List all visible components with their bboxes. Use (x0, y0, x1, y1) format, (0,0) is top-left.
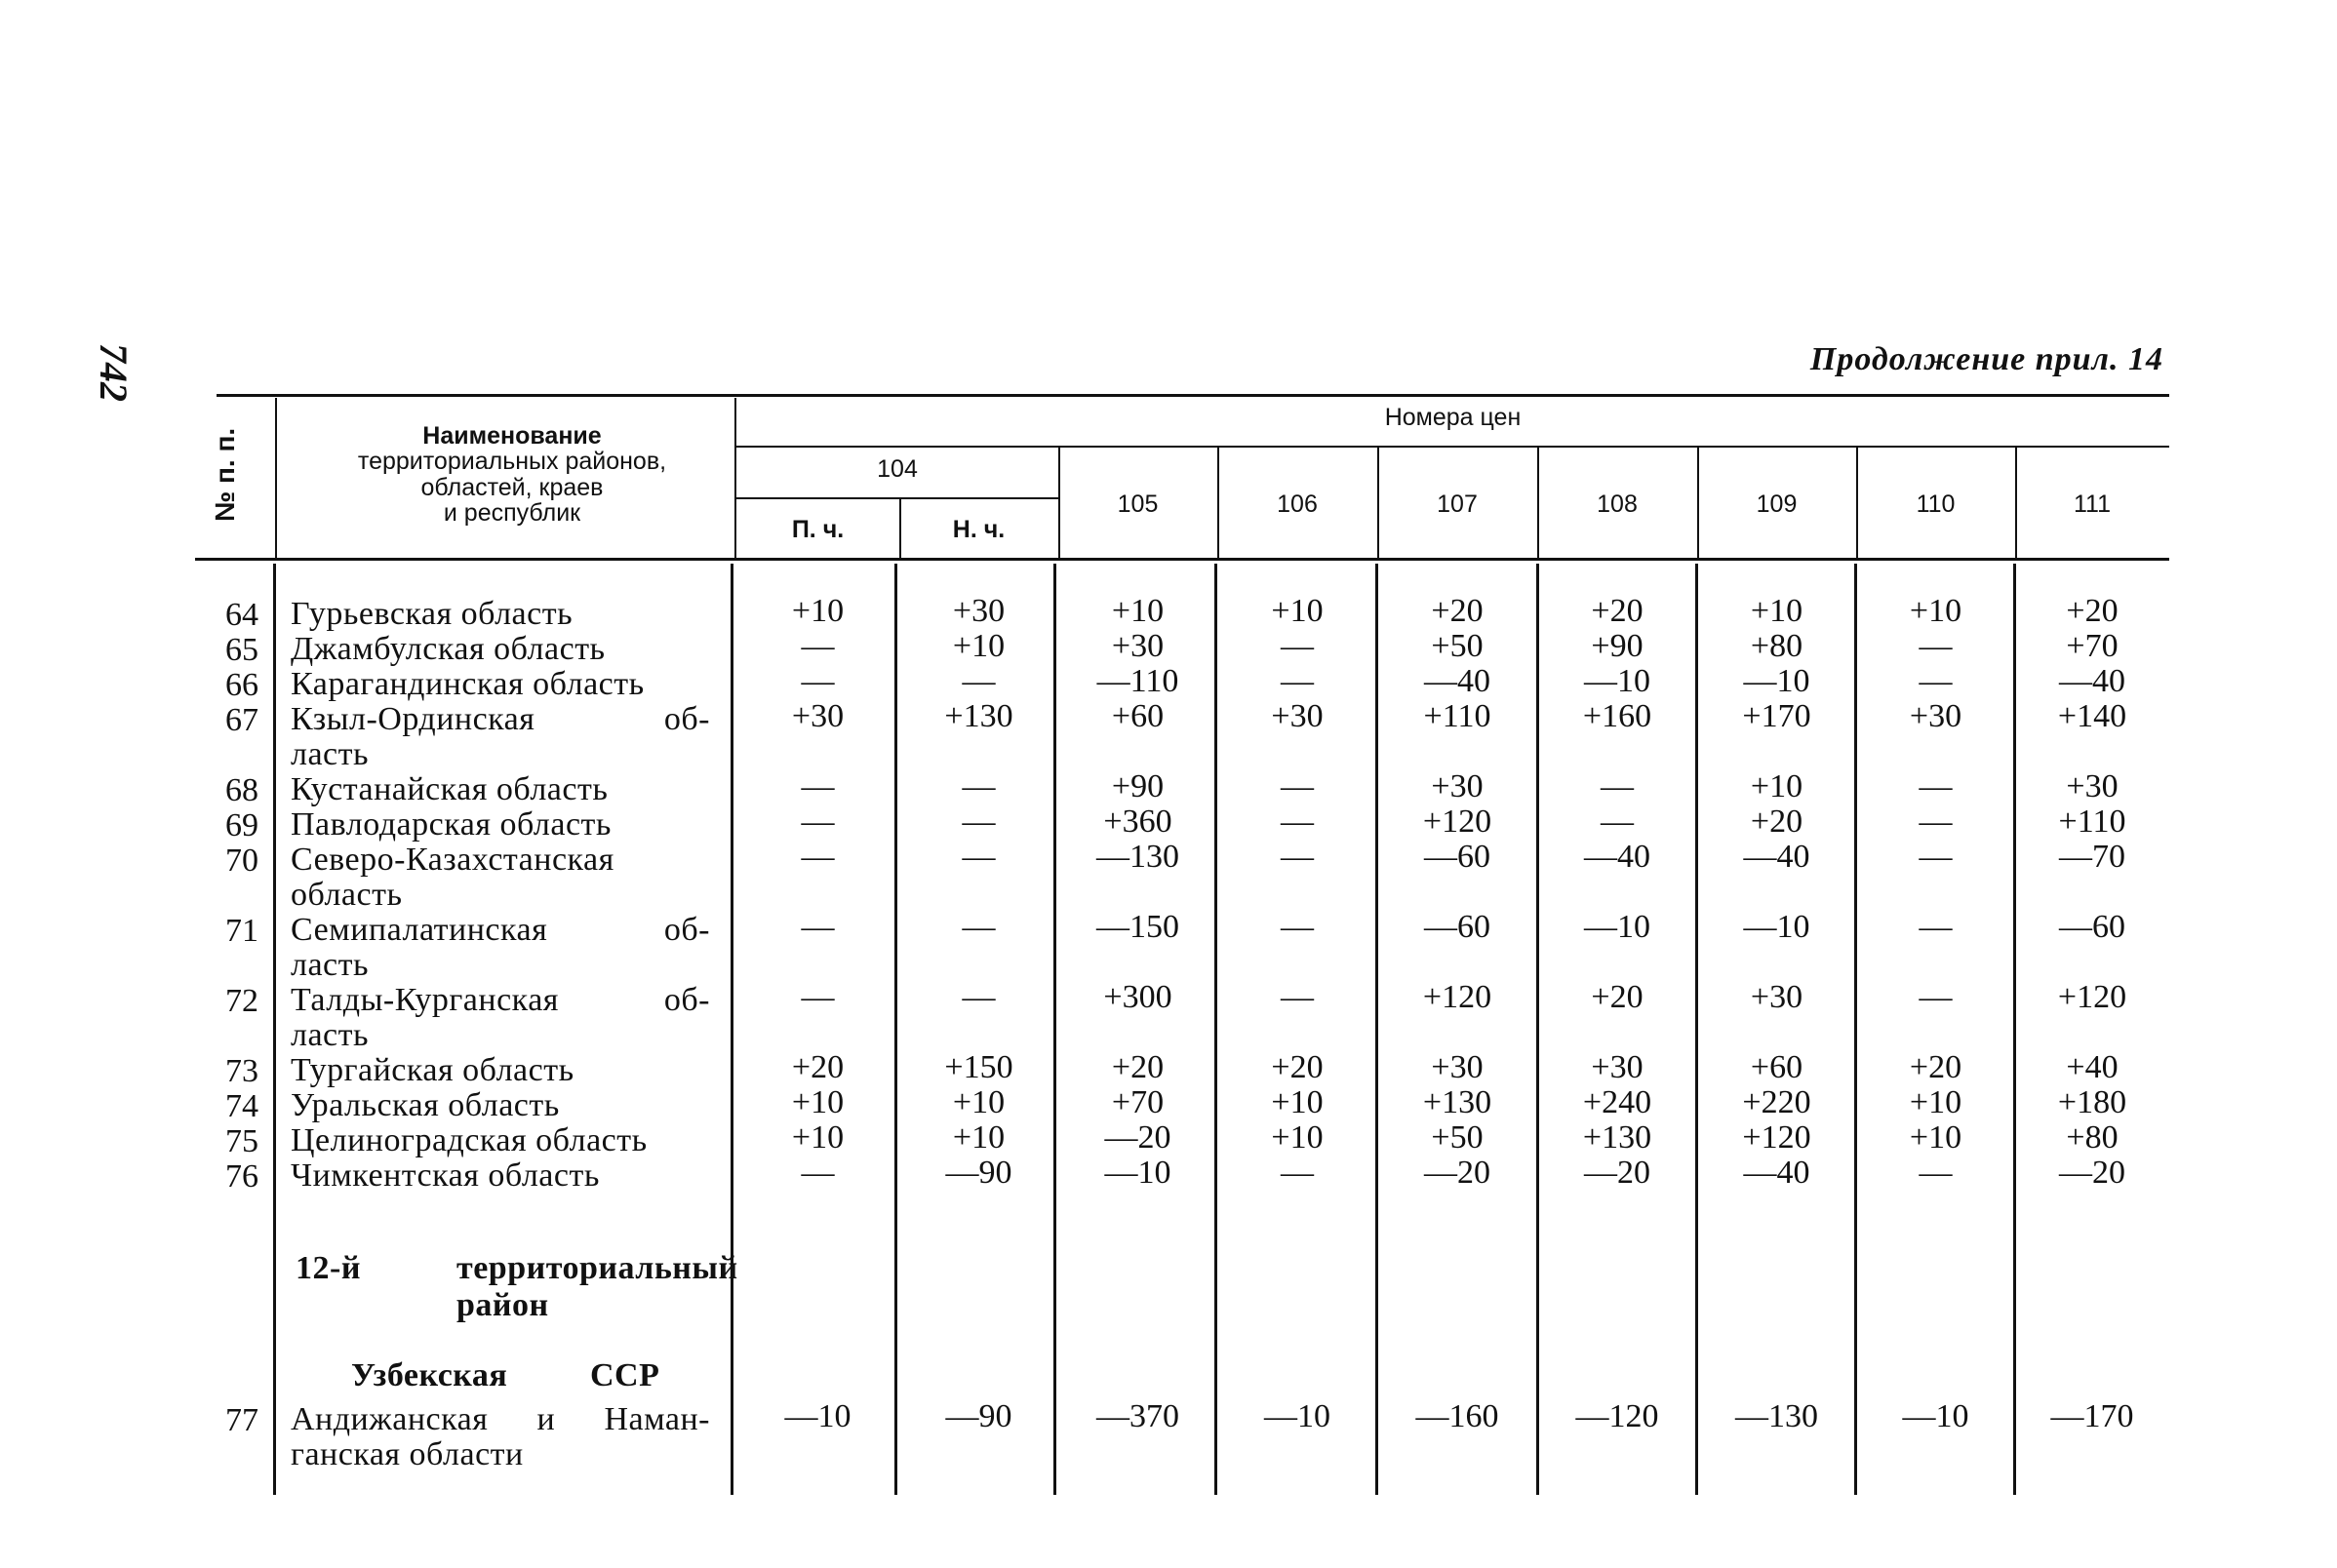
table-cell: +30 (1909, 698, 1962, 734)
row-name: ласть (291, 947, 370, 983)
table-cell: +20 (1909, 1049, 1962, 1085)
table-cell: +20 (1111, 1049, 1165, 1085)
table-cell: — (1601, 768, 1634, 804)
table-cell: — (1281, 1155, 1314, 1191)
table-cell: —60 (1424, 909, 1490, 945)
table-cell: +20 (2066, 593, 2119, 629)
table-cell: +20 (791, 1049, 845, 1085)
row-name: Андижанская и Наман- (291, 1401, 710, 1437)
header-num-col: № п. п. (210, 427, 240, 522)
table-cell: +10 (791, 1119, 845, 1156)
table-cell: — (1281, 804, 1314, 840)
table-cell: +60 (1111, 698, 1165, 734)
table-cell: +120 (1422, 804, 1492, 840)
continuation-caption: Продолжение прил. 14 (1809, 341, 2163, 377)
table-cell: —10 (1264, 1398, 1330, 1434)
table-cell: — (1919, 628, 1953, 664)
table-cell: +130 (1582, 1119, 1652, 1156)
row-number: 74 (225, 1088, 258, 1124)
row-name: Павлодарская область (291, 806, 612, 843)
row-number: 66 (225, 667, 258, 703)
table-cell: +130 (944, 698, 1013, 734)
row-name: Чимкентская область (291, 1157, 600, 1194)
table-cell: —10 (1743, 663, 1810, 699)
table-cell: — (962, 839, 996, 875)
table-cell: +40 (2066, 1049, 2119, 1085)
table-cell: — (801, 663, 835, 699)
table-cell: +10 (1750, 593, 1803, 629)
table-cell: — (1281, 663, 1314, 699)
table-cell: +10 (791, 1084, 845, 1120)
row-number: 72 (225, 983, 258, 1019)
table-cell: —40 (1743, 1155, 1810, 1191)
table-cell: +120 (1422, 979, 1492, 1015)
table-cell: — (962, 663, 996, 699)
table-cell: +10 (952, 1084, 1006, 1120)
row-number: 67 (225, 702, 258, 738)
table-cell: — (1919, 768, 1953, 804)
table-cell: +70 (2066, 628, 2119, 664)
table-cell: — (1601, 804, 1634, 840)
table-cell: +30 (1431, 1049, 1484, 1085)
row-name: Северо-Казахстанская (291, 842, 614, 878)
table-cell: +20 (1431, 593, 1484, 629)
table-cell: —40 (2059, 663, 2125, 699)
table-cell: +30 (952, 593, 1006, 629)
row-number: 73 (225, 1053, 258, 1089)
table-cell: +10 (1111, 593, 1165, 629)
row-number: 75 (225, 1123, 258, 1159)
col-104-rule (736, 497, 1058, 499)
table-cell: — (1281, 909, 1314, 945)
table-cell: — (1919, 979, 1953, 1015)
price-group-rule (736, 446, 2169, 448)
table-cell: —60 (2059, 909, 2125, 945)
table-cell: +10 (952, 1119, 1006, 1156)
table-cell: +220 (1742, 1084, 1811, 1120)
section-title-b: территориальный (456, 1250, 738, 1286)
table-cell: +10 (1750, 768, 1803, 804)
table-cell: +10 (1271, 1119, 1324, 1156)
table-cell: +60 (1750, 1049, 1803, 1085)
row-number: 68 (225, 772, 258, 808)
table-cell: +20 (1750, 804, 1803, 840)
table-cell: — (1281, 979, 1314, 1015)
table-cell: —130 (1735, 1398, 1818, 1434)
table-cell: —110 (1096, 663, 1179, 699)
header-col-111: 111 (2073, 490, 2111, 518)
table-cell: +80 (2066, 1119, 2119, 1156)
table-cell: —10 (1584, 663, 1650, 699)
row-number: 65 (225, 632, 258, 668)
table-cell: +130 (1422, 1084, 1492, 1120)
header-price-group: Номера цен (1384, 404, 1522, 431)
header-col-107: 107 (1437, 490, 1478, 518)
table-cell: — (1919, 804, 1953, 840)
table-cell: +30 (2066, 768, 2119, 804)
row-name: область (291, 877, 403, 913)
header-col-104-nch: Н. ч. (952, 516, 1006, 543)
table-cell: +180 (2057, 1084, 2127, 1120)
row-name: ганская области (291, 1436, 524, 1472)
table-cell: —10 (1584, 909, 1650, 945)
table-cell: — (1281, 768, 1314, 804)
row-name: Целиноградская область (291, 1122, 648, 1158)
page-number: 742 (92, 343, 136, 402)
table-cell: —10 (1743, 909, 1810, 945)
row-number: 76 (225, 1158, 258, 1195)
header-col-106: 106 (1277, 490, 1318, 518)
row-name: Гурьевская область (291, 596, 574, 632)
table-cell: —10 (1104, 1155, 1171, 1191)
table-cell: — (801, 979, 835, 1015)
table-cell: +110 (2058, 804, 2126, 840)
table-cell: — (801, 909, 835, 945)
section-title-c: район (456, 1287, 549, 1323)
table-cell: —160 (1415, 1398, 1499, 1434)
table-cell: +90 (1111, 768, 1165, 804)
table-cell: +120 (2057, 979, 2127, 1015)
table-cell: +110 (1423, 698, 1491, 734)
table-cell: — (801, 1155, 835, 1191)
header-name-line: и республик (443, 498, 581, 527)
table-cell: —120 (1575, 1398, 1659, 1434)
table-cell: +10 (791, 593, 845, 629)
table-cell: +90 (1591, 628, 1644, 664)
table-cell: +30 (1591, 1049, 1644, 1085)
table-cell: — (801, 839, 835, 875)
table-cell: — (962, 979, 996, 1015)
table-cell: +50 (1431, 1119, 1484, 1156)
table-cell: +20 (1271, 1049, 1324, 1085)
table-cell: —40 (1424, 663, 1490, 699)
table-cell: +20 (1591, 979, 1644, 1015)
table-cell: — (962, 768, 996, 804)
row-name: ласть (291, 736, 370, 772)
table-cell: —150 (1096, 909, 1179, 945)
table-cell: +10 (1909, 1084, 1962, 1120)
header-col-110: 110 (1916, 490, 1956, 518)
table-cell: — (1919, 663, 1953, 699)
header-name-line: Наименование (422, 422, 602, 450)
table-cell: — (962, 909, 996, 945)
table-cell: — (801, 628, 835, 664)
header-col-104: 104 (877, 455, 918, 483)
table-cell: — (962, 804, 996, 840)
table-cell: +140 (2057, 698, 2127, 734)
table-cell: —60 (1424, 839, 1490, 875)
table-cell: +20 (1591, 593, 1644, 629)
republic-name-a: Узбекская (351, 1357, 508, 1393)
republic-name-b: ССР (590, 1357, 660, 1393)
table-cell: +30 (1431, 768, 1484, 804)
table-cell: +300 (1103, 979, 1172, 1015)
header-name-line: территориальных районов, (357, 448, 667, 476)
row-number: 70 (225, 843, 258, 879)
table-cell: —40 (1743, 839, 1810, 875)
row-name: Джамбулская область (291, 631, 606, 667)
table-cell: +30 (1750, 979, 1803, 1015)
row-name: Карагандинская область (291, 666, 645, 702)
row-number: 64 (225, 597, 258, 633)
header-col-104-pch: П. ч. (791, 516, 845, 543)
table-cell: — (1281, 839, 1314, 875)
table-cell: +240 (1582, 1084, 1652, 1120)
table-cell: +30 (1271, 698, 1324, 734)
body-vline-name (731, 564, 733, 1495)
row-number: 69 (225, 807, 258, 843)
table-cell: +30 (791, 698, 845, 734)
table-cell: —370 (1096, 1398, 1179, 1434)
row-name: Талды-Курганская об- (291, 982, 710, 1018)
row-name: Семипалатинская об- (291, 912, 710, 948)
table-cell: — (1281, 628, 1314, 664)
table-cell: —20 (1584, 1155, 1650, 1191)
table-cell: —170 (2050, 1398, 2134, 1434)
table-cell: +160 (1582, 698, 1652, 734)
header-col-105: 105 (1117, 490, 1159, 518)
header-name-col (293, 423, 732, 526)
section-title-a: 12-й (296, 1250, 361, 1286)
table-cell: — (1919, 839, 1953, 875)
table-cell: +10 (952, 628, 1006, 664)
table-cell: —40 (1584, 839, 1650, 875)
table-cell: +10 (1909, 1119, 1962, 1156)
table-cell: — (801, 804, 835, 840)
table-cell: —90 (945, 1398, 1012, 1434)
body-vline-num (273, 564, 276, 1495)
table-cell: +170 (1742, 698, 1811, 734)
table-cell: +120 (1742, 1119, 1811, 1156)
header-bottom-rule (195, 558, 2169, 561)
table-cell: —90 (945, 1155, 1012, 1191)
table-cell: +80 (1750, 628, 1803, 664)
table-cell: —20 (1104, 1119, 1171, 1156)
table-cell: +150 (944, 1049, 1013, 1085)
table-cell: —20 (1424, 1155, 1490, 1191)
table-cell: +10 (1271, 593, 1324, 629)
table-cell: —130 (1096, 839, 1179, 875)
table-cell: — (801, 768, 835, 804)
row-name: Кзыл-Ординская об- (291, 701, 710, 737)
table-cell: +50 (1431, 628, 1484, 664)
header-col-108: 108 (1597, 490, 1638, 518)
row-number: 71 (225, 913, 258, 949)
row-number: 77 (225, 1402, 258, 1438)
table-cell: —10 (784, 1398, 852, 1434)
header-name-line: областей, краев (420, 473, 604, 501)
row-name: Тургайская область (291, 1052, 574, 1088)
table-cell: +10 (1909, 593, 1962, 629)
table-cell: +10 (1271, 1084, 1324, 1120)
row-name: Уральская область (291, 1087, 560, 1123)
table-cell: +360 (1103, 804, 1172, 840)
table-cell: —20 (2059, 1155, 2125, 1191)
table-cell: +70 (1111, 1084, 1165, 1120)
table-cell: — (1919, 1155, 1953, 1191)
table-cell: +30 (1111, 628, 1165, 664)
table-cell: —10 (1902, 1398, 1969, 1434)
table-top-rule (217, 394, 2169, 397)
row-name: Кустанайская область (291, 771, 609, 807)
table-cell: — (1919, 909, 1953, 945)
row-name: ласть (291, 1017, 370, 1053)
table-cell: —70 (2059, 839, 2125, 875)
header-col-109: 109 (1756, 490, 1798, 518)
header-vline-num (275, 398, 277, 558)
